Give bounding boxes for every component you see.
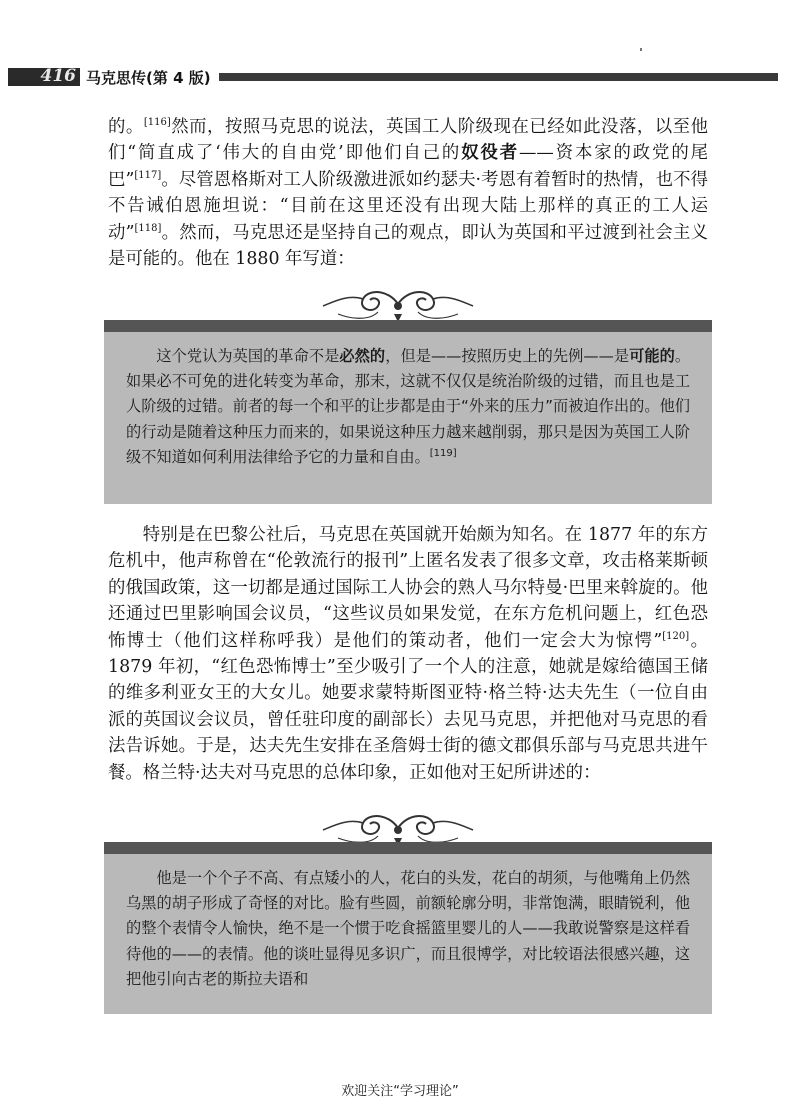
text-run: 。尽管恩格斯对工人阶级激进派如约瑟夫·考恩有着暂时的热情，也不得不告诫伯恩施坦说：“目前在这里还没有出现大陆上那样的真正的工人运动”	[108, 169, 708, 243]
quote-stripe	[104, 320, 712, 332]
emphasis-text: 必然的	[339, 347, 386, 365]
footnote-ref: [116]	[143, 117, 171, 129]
footer-text: 欢迎关注“学习理论”	[341, 1084, 459, 1099]
footnote-ref: [119]	[429, 447, 457, 459]
running-header	[8, 64, 778, 90]
text-run: 的。	[108, 117, 144, 137]
text-run: ——资本家的政党的尾巴”	[108, 143, 708, 190]
scan-speck	[640, 48, 642, 51]
book-title: 马克思传(第 4 版)	[86, 68, 211, 87]
flourish-ornament-icon	[318, 284, 478, 324]
footnote-ref: [118]	[134, 222, 162, 234]
quote-stripe	[104, 842, 712, 854]
body-paragraph-2	[108, 522, 708, 786]
header-rule	[219, 73, 778, 81]
footnote-ref: [117]	[134, 170, 162, 182]
page-number-block	[8, 68, 80, 86]
emphasis-text: 奴役者	[461, 143, 520, 164]
text-run: ，但是——按照历史上的先例——是	[385, 347, 630, 365]
quote-paragraph: 他是一个个子不高、有点矮小的人，花白的头发，花白的胡须，与他嘴角上仍然乌黑的胡子形成了奇怪的对比。脸有些圆，前额轮廓分明，非常饱满，眼睛锐利，他的整个表情令人愉快，绝不是一个惯于吃食摇篮里婴儿的人——我敢说警察是这样看待他的——的表情。他的谈吐显得见多识广，而且很博学，对比较语法很感兴趣，这把他引向古老的斯拉夫语和	[126, 869, 690, 988]
quote-text	[126, 866, 690, 992]
text-run: 然而，按照马克思的说法，英国工人阶级现在已经如此没落，以至他们“简直成了‘伟大的自由党’即他们自己的	[108, 117, 708, 164]
block-quote-2	[104, 842, 712, 1014]
footnote-ref: [120]	[662, 630, 690, 642]
paragraph-body	[108, 522, 708, 786]
text-run: 。如果必不可免的进化转变为革命，那末，这就不仅仅是统治阶级的过错，而且也是工人阶级的过错。前者的每一个和平的让步都是由于“外来的压力”而被迫作出的。他们的行动是随着这种压力而来的，如果说这种压力越来越削弱，那只是因为英国工人阶级不知道如何利用法律给予它的力量和自由。	[126, 347, 691, 466]
emphasis-text: 可能的	[629, 347, 675, 365]
quote-paragraph	[126, 344, 690, 470]
quote-text	[126, 344, 690, 470]
text-run: 。1879 年初，“红色恐怖博士”至少吸引了一个人的注意，她就是嫁给德国王储的维多利亚女王的大女儿。她要求蒙特斯图亚特·格兰特·达夫先生（一位自由派的英国议会议员，曾任驻印度的副部长）去见马克思，并把他对马克思的看法告诉她。于是，达夫先生安排在圣詹姆士街的德文郡俱乐部与马克思共进午餐。格兰特·达夫对马克思的总体印象，正如他对王妃所讲述的：	[108, 630, 708, 783]
text-run: 。然而，马克思还是坚持自己的观点，即认为英国和平过渡到社会主义是可能的。他在 1880 年写道：	[108, 222, 708, 270]
page-number: 416	[40, 66, 76, 86]
text-run: 这个党认为英国的革命不是	[156, 347, 340, 365]
block-quote-1	[104, 320, 712, 504]
text-run: 特别是在巴黎公社后，马克思在英国就开始颇为知名。在 1877 年的东方危机中，他声称曾在“伦敦流行的报刊”上匿名发表了很多文章，攻击格莱斯顿的俄国政策，这一切都是通过国际工人协会的熟人马尔特曼·巴里来斡旋的。他还通过巴里影响国会议员，“这些议员如果发觉，在东方危机问题上，红色恐怖博士（他们这样称呼我）是他们的策动者，他们一定会大为惊愕”	[108, 525, 708, 651]
body-paragraph-1	[108, 114, 708, 272]
